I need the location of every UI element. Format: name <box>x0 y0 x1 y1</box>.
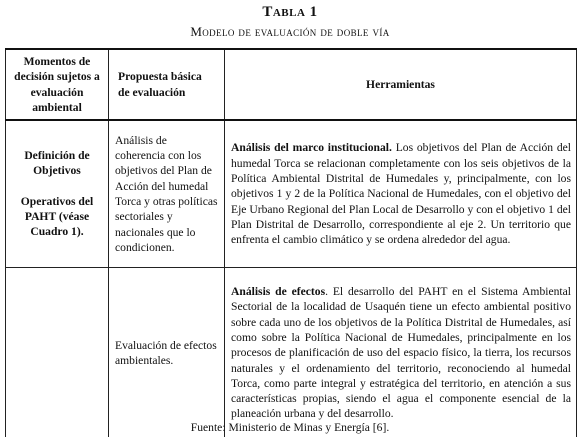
moments-cell-empty <box>6 267 109 437</box>
tools-cell <box>225 267 577 437</box>
tools-title: Análisis del marco institucional. <box>231 141 392 155</box>
header-tools: Herramientas <box>225 49 577 120</box>
table-row <box>6 120 577 267</box>
header-proposal: Propuesta básica de evaluación <box>109 49 225 120</box>
tools-cell <box>225 120 577 267</box>
table-row <box>6 267 577 437</box>
table-title: Modelo de evaluación de doble vía <box>190 24 390 39</box>
tools-title: Análisis de efectos <box>231 285 326 299</box>
tools-text: . El desarrollo del PAHT en el Sistema Ambiental Sectorial de la localidad de Usaquén tiene un efecto ambiental positivo sobre cada uno de los objetivos de la Política Distrital de Humedales, así como sobre la Política Nacional de Humedales, principalmente en los procesos de planificación de uso del espacio físico, la tierra, los recursos naturales y el ordenamiento del territorio, reconociendo al humedal Torca, como parte integral y estratégica del territorio, en atención a sus características propias, siendo el agua el componente esencial de la planeación urbana y del desarrollo. <box>231 285 572 421</box>
table-header-row <box>6 49 577 120</box>
table-label: Tabla 1 <box>262 4 318 20</box>
proposal-cell: Evaluación de efectos ambientales. <box>109 267 225 437</box>
header-moments: Momentos de decisión sujetos a evaluación ambiental <box>6 49 109 120</box>
evaluation-table <box>5 48 577 437</box>
moments-definition: Definición de Objetivos <box>24 149 90 178</box>
moments-operativos: Operativos del PAHT (véase Cuadro 1). <box>20 194 94 239</box>
table-source: Fuente: Ministerio de Minas y Energía [6]. <box>190 421 390 434</box>
tools-text: Los objetivos del Plan de Acción del humedal Torca se relacionan completamente con los seis objetivos de la Política Ambiental Distrital de Humedales y, principalmente, con los objetivos 1 y 2 de la Política Nacional de Humedales, con el objetivo del Eje Urbano Regional del Plan Local de Desarrollo y con el objetivo 1 del Plan Distrital de Desarrollo, correspondiente al eje 2. Un territorio que enfrenta el cambio climático y se ordena alrededor del agua. <box>231 141 571 247</box>
moments-cell <box>6 120 109 267</box>
proposal-cell: Análisis de coherencia con los objetivos del Plan de Acción del humedal Torca y otras políticas sectoriales y nacionales que lo condicionen. <box>109 120 225 267</box>
